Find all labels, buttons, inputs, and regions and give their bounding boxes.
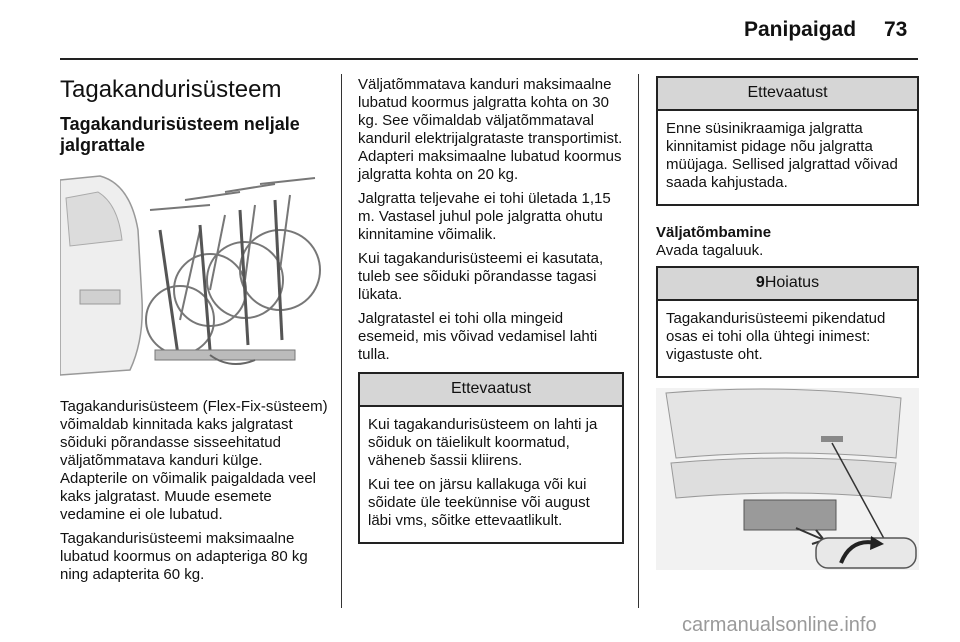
caution-box-1 [358,372,624,544]
warning-box-title [658,268,917,301]
col1-paragraph-1: Tagakandurisüsteem (Flex-Fix-süsteem) võimaldab kinnitada kaks jalgratast sõiduki põrandasse sisseehitatud väljatõmmatava kanduri külge. Adapterile on võimalik paigaldada veel kaks jalgratast. Muude esemete vedamine ei ole lubatud. [60,398,328,523]
page-number: 73 [884,18,908,41]
pull-out-instruction: Avada tagaluuk. [656,242,764,259]
caution-box-2-title: Ettevaatust [658,78,917,111]
bike-carrier-illustration [60,170,326,380]
pull-out-heading: Väljatõmbamine [656,224,772,241]
column-3 [656,76,919,570]
col1-paragraph-2: Tagakandurisüsteemi maksimaalne lubatud koormus on adapteriga 80 kg ning adapterita 60 kg. [60,530,308,583]
caution-box-1-text-1: Kui tagakandurisüsteem on lahti ja sõiduk on täielikult koormatud, väheneb šassii kliirens. [368,416,598,469]
warning-box [656,266,919,378]
column-divider-1 [341,74,342,608]
warning-box-body [658,301,917,376]
caution-box-1-title: Ettevaatust [360,374,622,407]
caution-box-2-body [658,111,917,204]
watermark: carmanualsonline.info [682,614,877,636]
section-title: Tagakandurisüsteem [60,76,282,103]
col2-paragraph-2: Jalgratta teljevahe ei tohi ületada 1,15 m. Vastasel juhul pole jalgratta ohutu kinnitamine võimalik. [358,190,611,243]
tailgate-illustration [656,388,922,570]
warning-title-text: Hoiatus [764,274,820,291]
col2-paragraph-1: Väljatõmmatava kanduri maksimaalne lubatud koormus jalgratta kohta on 30 kg. See võimaldab väljatõmmataval kanduril elektrijalgrataste transportimist. Adapteri maksimaalne lubatud koormus jalgratta kohta on 20 kg. [358,76,623,183]
warning-triangle-icon: 9 [755,274,765,291]
column-divider-2 [638,74,639,608]
column-2 [358,76,624,544]
caution-box-1-body [360,407,622,542]
subsection-title: Tagakandurisüsteem neljale jalgrattale [60,114,300,155]
caution-box-1-text-2: Kui tee on järsu kallakuga või kui sõidate üle teekünnise või august läbi vms, sõitke ettevaatlikult. [368,476,590,529]
caution-box-2-text: Enne süsinikraamiga jalgratta kinnitamist pidage nõu jalgratta müüjaga. Sellised jalgrattad võivad saada kahjustada. [666,120,898,191]
page-header-title: Panipaigad [744,18,857,41]
column-1 [60,76,328,590]
caution-box-2 [656,76,919,206]
col2-paragraph-4: Jalgratastel ei tohi olla mingeid esemeid, mis võivad vedamisel lahti tulla. [358,310,598,363]
col2-paragraph-3: Kui tagakandurisüsteemi ei kasutata, tuleb see sõiduki põrandasse tagasi lükata. [358,250,604,303]
warning-text: Tagakandurisüsteemi pikendatud osas ei tohi olla ühtegi inimest: vigastuste oht. [666,310,886,363]
header-divider [60,58,918,60]
